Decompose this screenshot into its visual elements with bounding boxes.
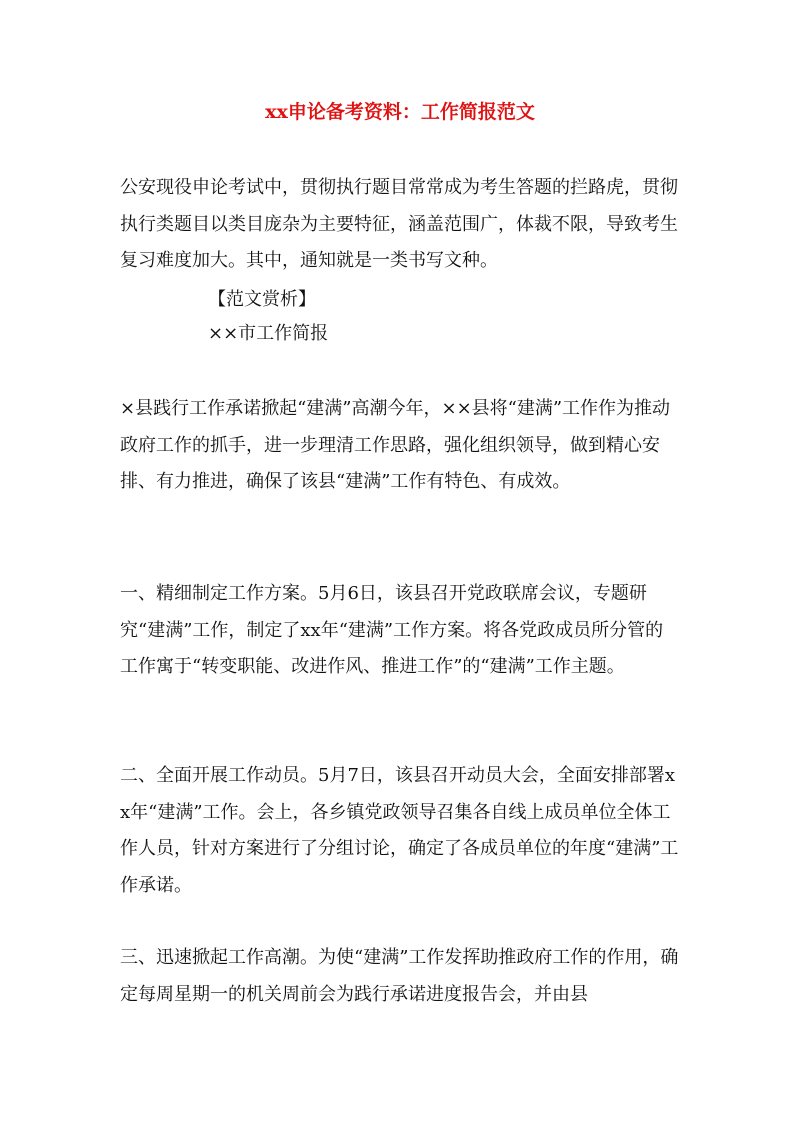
section-label: 【范文赏析】: [208, 289, 316, 310]
intro-paragraph: 公安现役申论考试中，贯彻执行题目常常成为考生答题的拦路虎，贯彻执行类题目以类目庞杂为主要特征，涵盖范围广，体裁不限，导致考生复习难度加大。其中，通知就是一类书写文种。: [120, 177, 678, 271]
body-paragraph-1: ×县践行工作承诺掀起“建满”高潮今年，××县将“建满”工作作为推动政府工作的抓手，进一步理清工作思路，强化组织领导，做到精心安排、有力推进，确保了该县“建满”工作有特色、有成效。: [120, 398, 671, 492]
body-paragraph-2: 一、精细制定工作方案。5月6日，该县召开党政联席会议，专题研究“建满”工作，制定了xx年“建满”工作方案。将各党政成员所分管的工作寓于“转变职能、改进作风、推进工作”的“建满”工作主题。: [120, 583, 664, 677]
body-paragraph-4: 三、迅速掀起工作高潮。为使“建满”工作发挥助推政府工作的作用，确定每周星期一的机关周前会为践行承诺进度报告会，并由县: [120, 947, 679, 1005]
report-title: ××市工作简报: [208, 323, 329, 344]
document-title: xx申论备考资料：工作简报范文: [265, 101, 535, 123]
body-paragraph-3: 二、全面开展工作动员。5月7日，该县召开动员大会，全面安排部署xx年“建满”工作。会上，各乡镇党政领导召集各自线上成员单位全体工作人员，针对方案进行了分组讨论，确定了各成员单位的年度“建满”工作承诺。: [120, 765, 679, 896]
